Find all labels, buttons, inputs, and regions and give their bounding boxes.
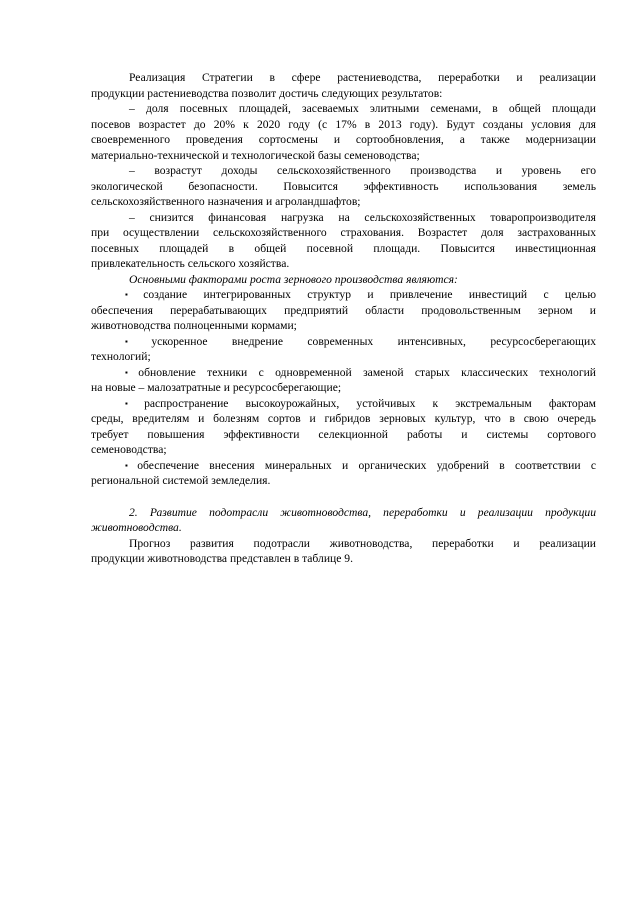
text-line: семеноводства; — [91, 443, 167, 456]
factors-heading: Основными факторами роста зернового производства являются: — [129, 272, 458, 286]
text-line: привлекательность сельского хозяйства. — [91, 257, 290, 270]
text-line: сельскохозяйственного назначения и агроландшафтов; — [91, 195, 361, 208]
paragraph-livestock-forecast — [91, 536, 596, 567]
text-line: технологий; — [91, 350, 151, 363]
square-bullet-icon: ▪ — [125, 460, 136, 470]
list-item-first-line — [91, 396, 596, 412]
text-line: продукции растениеводства позволит достичь следующих результатов: — [91, 86, 443, 100]
text-line: – возрастут доходы сельскохозяйственного производства и уровень его — [129, 164, 596, 177]
text-line: материально-технической и технологической базы семеноводства; — [91, 148, 420, 162]
text-line: продукции животноводства представлен в таблице 9. — [91, 552, 353, 565]
text-line: на новые – малозатратные и ресурсосберегающие; — [91, 381, 342, 394]
text-line: Прогноз развития подотрасли животноводства, переработки и реализации — [129, 536, 596, 550]
list-item — [91, 396, 596, 458]
list-item — [91, 334, 596, 365]
text-line: – доля посевных площадей, засеваемых элитными семенами, в общей площади — [129, 102, 596, 115]
document-body — [91, 70, 596, 567]
list-item-first-line — [91, 365, 596, 381]
text-line: среды, вредителям и болезням сортов и гибридов зерновых культур, что в свою очередь — [91, 412, 596, 425]
text-line: обеспечения перерабатывающих предприятий области продовольственным зерном и — [91, 303, 596, 317]
paragraph-insurance — [91, 210, 596, 272]
paragraph-income-growth — [91, 163, 596, 210]
list-item-text: обновление техники с одновременной заменой старых классических технологий — [138, 365, 596, 379]
paragraph-elite-seeds — [91, 101, 596, 163]
text-line: посевных площадей в общей посевной площади. Повысится инвестиционная — [91, 241, 596, 255]
text-line: экологической безопасности. Повысится эффективность использования земель — [91, 179, 596, 193]
text-line: Реализация Стратегии в сфере растениеводства, переработки и реализации — [129, 71, 596, 84]
square-bullet-icon: ▪ — [125, 367, 137, 377]
text-line: требует повышения эффективности селекционной работы и системы сортового — [91, 427, 596, 441]
list-item-text: ускоренное внедрение современных интенсивных, ресурсосберегающих — [151, 334, 596, 348]
text-line: животноводства полноценными кормами; — [91, 319, 297, 332]
list-item — [91, 365, 596, 396]
square-bullet-icon: ▪ — [125, 398, 143, 408]
text-line: региональной системой земледелия. — [91, 474, 271, 487]
paragraph-strategy-results — [91, 70, 596, 101]
factors-list — [91, 287, 596, 489]
list-item-text: распространение высокоурожайных, устойчивых к экстремальным факторам — [144, 396, 596, 410]
text-line: посевов возрастет до 20% к 2020 году (с 17% в 2013 году). Будут созданы условия для — [91, 117, 596, 131]
list-item-first-line — [91, 287, 596, 303]
square-bullet-icon: ▪ — [125, 336, 150, 346]
list-item — [91, 458, 596, 489]
list-item-first-line — [91, 458, 596, 474]
text-line: своевременного проведения сортосмены и сортообновления, а также модернизации — [91, 133, 596, 146]
text-line: животноводства. — [91, 521, 182, 534]
text-line: при осуществлении сельскохозяйственного страхования. Возрастет доля застрахованных — [91, 226, 596, 239]
list-item-text: создание интегрированных структур и привлечение инвестиций с целью — [143, 288, 596, 301]
text-line: 2. Развитие подотрасли животноводства, переработки и реализации продукции — [129, 505, 596, 519]
text-line: – снизится финансовая нагрузка на сельскохозяйственных товаропроизводителя — [129, 210, 596, 224]
section-2-heading — [91, 505, 596, 536]
section-spacer — [91, 489, 596, 505]
square-bullet-icon: ▪ — [125, 290, 142, 299]
list-item — [91, 287, 596, 334]
list-item-first-line — [91, 334, 596, 350]
list-item-text: обеспечение внесения минеральных и органических удобрений в соответствии с — [137, 458, 596, 472]
